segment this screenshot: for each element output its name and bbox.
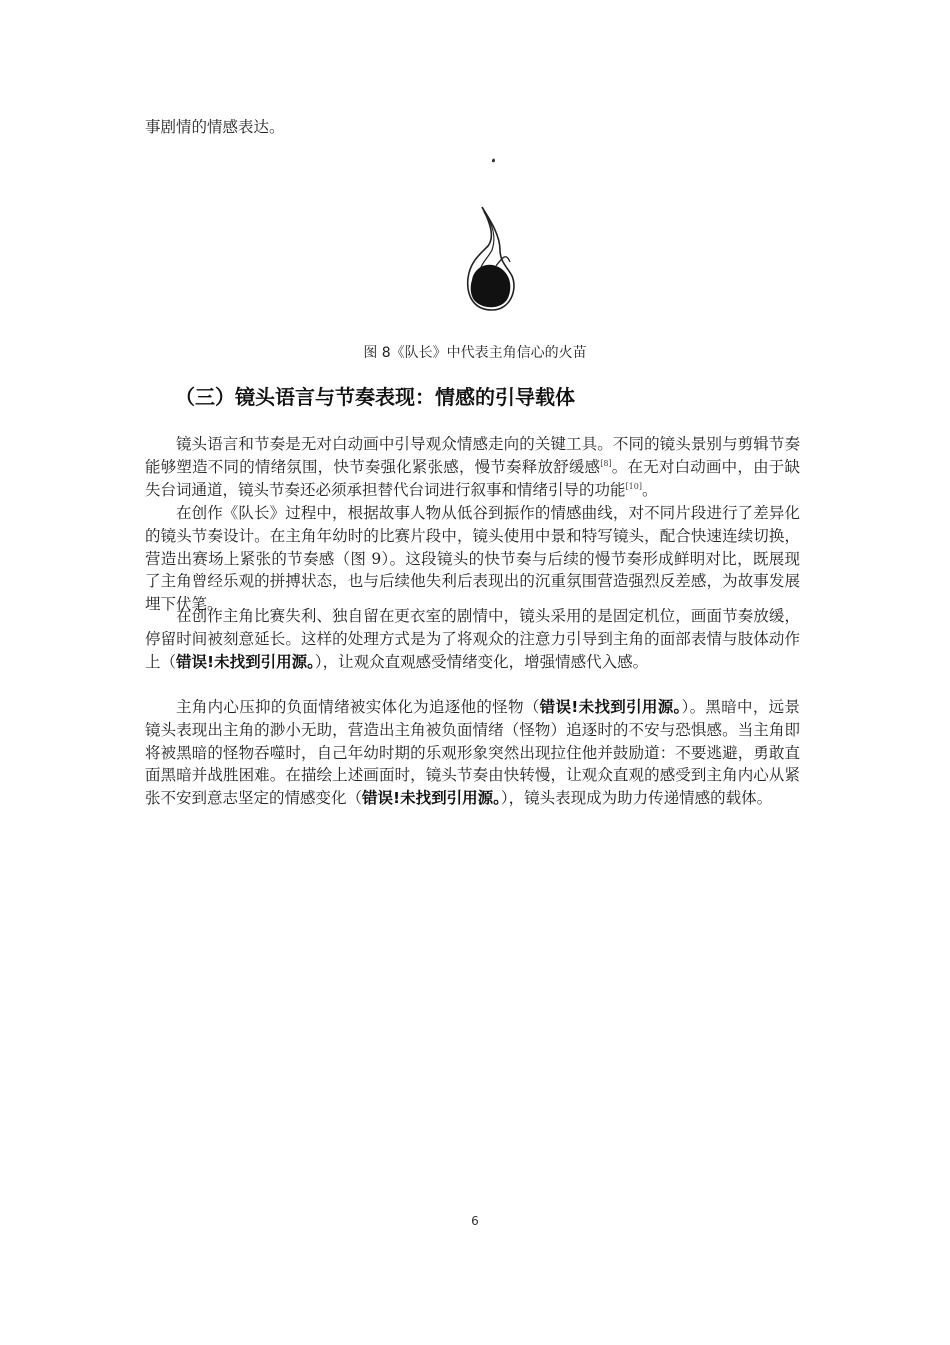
reference-error: 错误!未找到引用源。 <box>539 698 682 716</box>
citation-8: [8] <box>600 458 612 468</box>
paragraph-2: 在创作《队长》过程中，根据故事人物从低谷到振作的情感曲线，对不同片段进行了差异化的镜头节奏设计。在主角年幼时的比赛片段中，镜头使用中景和特写镜头，配合快速连续切换，营造出赛场上紧张的节奏感（图 9）。这段镜头的快节奏与后续的慢节奏形成鲜明对比，既展现了主角曾经乐观的拼搏状态，也与后续他失利后表现出的沉重氛围营造强烈反差感，为故事发展埋下伏笔。 <box>145 504 800 614</box>
paragraph-1 <box>145 433 800 501</box>
flame-illustration <box>452 150 532 320</box>
paragraph-4-text-a: 主角内心压抑的负面情绪被实体化为追逐他的怪物（ <box>176 698 540 716</box>
paragraph-4-text-c: ），镜头表现成为助力传递情感的载体。 <box>500 789 773 808</box>
reference-error: 错误!未找到引用源。 <box>362 789 501 808</box>
paragraph-4-text-b: ）。黑暗中，远景镜头表现出主角的渺小无助，营造出主角被负面情绪（怪物）追逐时的不安与恐惧感。当主角即将被黑暗的怪物吞噬时，自己年幼时期的乐观形象突然出现拉住他并鼓励道：不要逃避，勇敢直面黑暗并战胜困难。在描绘上述画面时，镜头节奏由快转慢，让观众直观的感受到主角内心从紧张不安到意志坚定的情感变化（ <box>145 698 800 808</box>
intro-tail-text: 事剧情的情感表达。 <box>145 118 285 136</box>
paragraph-4 <box>145 696 800 810</box>
citation-10: [10] <box>625 481 642 491</box>
paragraph-3-text-a: 在创作主角比赛失利、独自留在更衣室的剧情中，镜头采用的是固定机位，画面节奏放缓，停留时间被刻意延长。这样的处理方式是为了将观众的注意力引导到主角的面部表情与肢体动作上（ <box>145 607 800 671</box>
paragraph-1-text-a: 镜头语言和节奏是无对白动画中引导观众情感走向的关键工具。不同的镜头景别与剪辑节奏能够塑造不同的情绪氛围，快节奏强化紧张感，慢节奏释放舒缓感 <box>145 435 800 476</box>
paragraph-3 <box>145 605 800 673</box>
page-number: 6 <box>471 1214 479 1228</box>
paragraph-3-text-b: ），让观众直观感受情绪变化，增强情感代入感。 <box>314 652 649 671</box>
figure-caption: 图 8《队长》中代表主角信心的火苗 <box>363 345 587 361</box>
section-heading: （三）镜头语言与节奏表现：情感的引导载体 <box>175 385 575 409</box>
reference-error: 错误!未找到引用源。 <box>176 652 315 671</box>
paragraph-1-text-c: 。 <box>641 480 658 499</box>
paragraph-1-text-b: 。在无对白动画中，由于缺失台词通道，镜头节奏还必须承担替代台词进行叙事和情绪引导的功能 <box>145 457 800 499</box>
